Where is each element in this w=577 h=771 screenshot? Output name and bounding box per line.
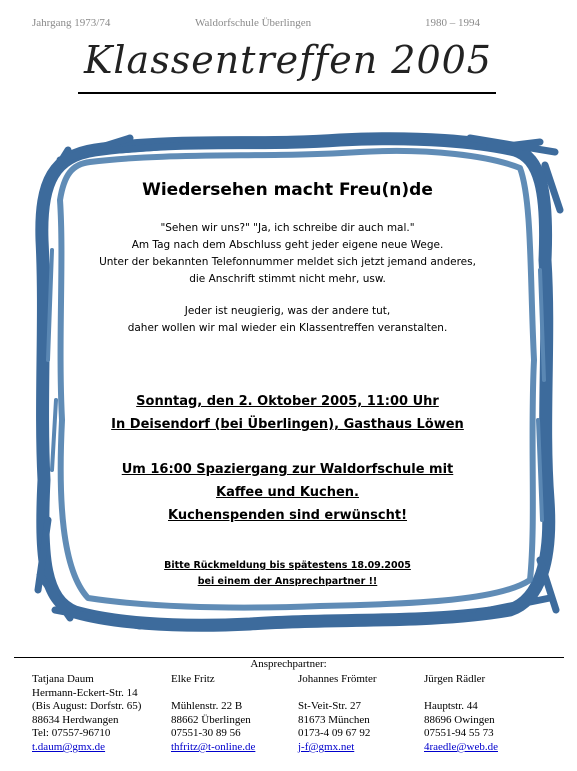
reply-deadline: Bitte Rückmeldung bis spätestens 18.09.2005: [164, 560, 411, 571]
contact-froemter: [298, 673, 377, 755]
contact-line: Hermann-Eckert-Str. 14: [32, 686, 138, 699]
contact-email-link[interactable]: t.daum@gmx.de: [32, 740, 106, 753]
walk-line: Kaffee und Kuchen.: [216, 485, 359, 500]
contact-line: St-Veit-Str. 27: [298, 700, 361, 713]
intro-line: daher wollen wir mal wieder ein Klassentreffen veranstalten.: [127, 322, 448, 334]
contact-raedler: [424, 673, 498, 755]
contact-line: (Bis August: Dorfstr. 65): [32, 700, 142, 713]
reply-request: [70, 558, 505, 590]
event-date: Sonntag, den 2. Oktober 2005, 11:00 Uhr: [136, 394, 439, 409]
walk-line: Kuchenspenden sind erwünscht!: [167, 508, 408, 523]
reply-contact-note: bei einem der Ansprechpartner !!: [197, 576, 378, 587]
walk-details: [70, 458, 505, 527]
walk-line: Um 16:00 Spaziergang zur Waldorfschule mit: [121, 462, 454, 477]
header-year: Jahrgang 1973/74: [32, 17, 111, 29]
contact-line: 07551-94 55 73: [424, 727, 494, 740]
contact-line: 88662 Überlingen: [171, 713, 251, 726]
contact-name: Elke Fritz: [171, 673, 215, 685]
contact-line: [424, 687, 498, 701]
contact-line: Hauptstr. 44: [424, 700, 478, 713]
contact-line: 88634 Herdwangen: [32, 713, 119, 726]
contact-email-link[interactable]: j-f@gmx.net: [298, 740, 355, 753]
contact-name: Johannes Frömter: [298, 673, 377, 685]
page-title: Klassentreffen 2005: [84, 38, 492, 82]
contact-line: [171, 687, 255, 701]
contact-fritz: [171, 673, 255, 755]
contacts-heading: Ansprechpartner:: [250, 658, 327, 670]
contact-line: 81673 München: [298, 713, 370, 726]
intro-line: Jeder ist neugierig, was der andere tut,: [184, 305, 391, 317]
intro-line: Am Tag nach dem Abschluss geht jeder eigene neue Wege.: [131, 239, 444, 251]
event-details: [70, 390, 505, 436]
intro-paragraph: [70, 220, 505, 288]
contact-line: Tel: 07557-96710: [32, 727, 111, 740]
contact-line: Mühlenstr. 22 B: [171, 700, 243, 713]
contact-daum: [32, 673, 141, 755]
intro-paragraph-2: [70, 303, 505, 337]
header-period: 1980 – 1994: [425, 17, 480, 29]
intro-line: "Sehen wir uns?" "Ja, ich schreibe dir auch mal.": [160, 222, 415, 234]
contact-line: 0173-4 09 67 92: [298, 727, 371, 740]
contact-name: Tatjana Daum: [32, 673, 94, 685]
event-heading: Wiedersehen macht Freu(n)de: [142, 180, 433, 200]
frame-stroke-outer: [42, 139, 549, 626]
intro-line: Unter der bekannten Telefonnummer meldet sich jetzt jemand anderes,: [99, 256, 476, 268]
contact-email-link[interactable]: 4raedle@web.de: [424, 740, 498, 753]
event-location: In Deisendorf (bei Überlingen), Gasthaus Löwen: [111, 417, 464, 432]
header-school: Waldorfschule Überlingen: [195, 17, 312, 29]
contact-name: Jürgen Rädler: [424, 673, 486, 685]
contact-line: [298, 687, 377, 701]
intro-line: die Anschrift stimmt nicht mehr, usw.: [189, 273, 386, 285]
contact-line: 07551-30 89 56: [171, 727, 241, 740]
contact-line: 88696 Owingen: [424, 713, 495, 726]
contact-email-link[interactable]: thfritz@t-online.de: [171, 740, 256, 753]
